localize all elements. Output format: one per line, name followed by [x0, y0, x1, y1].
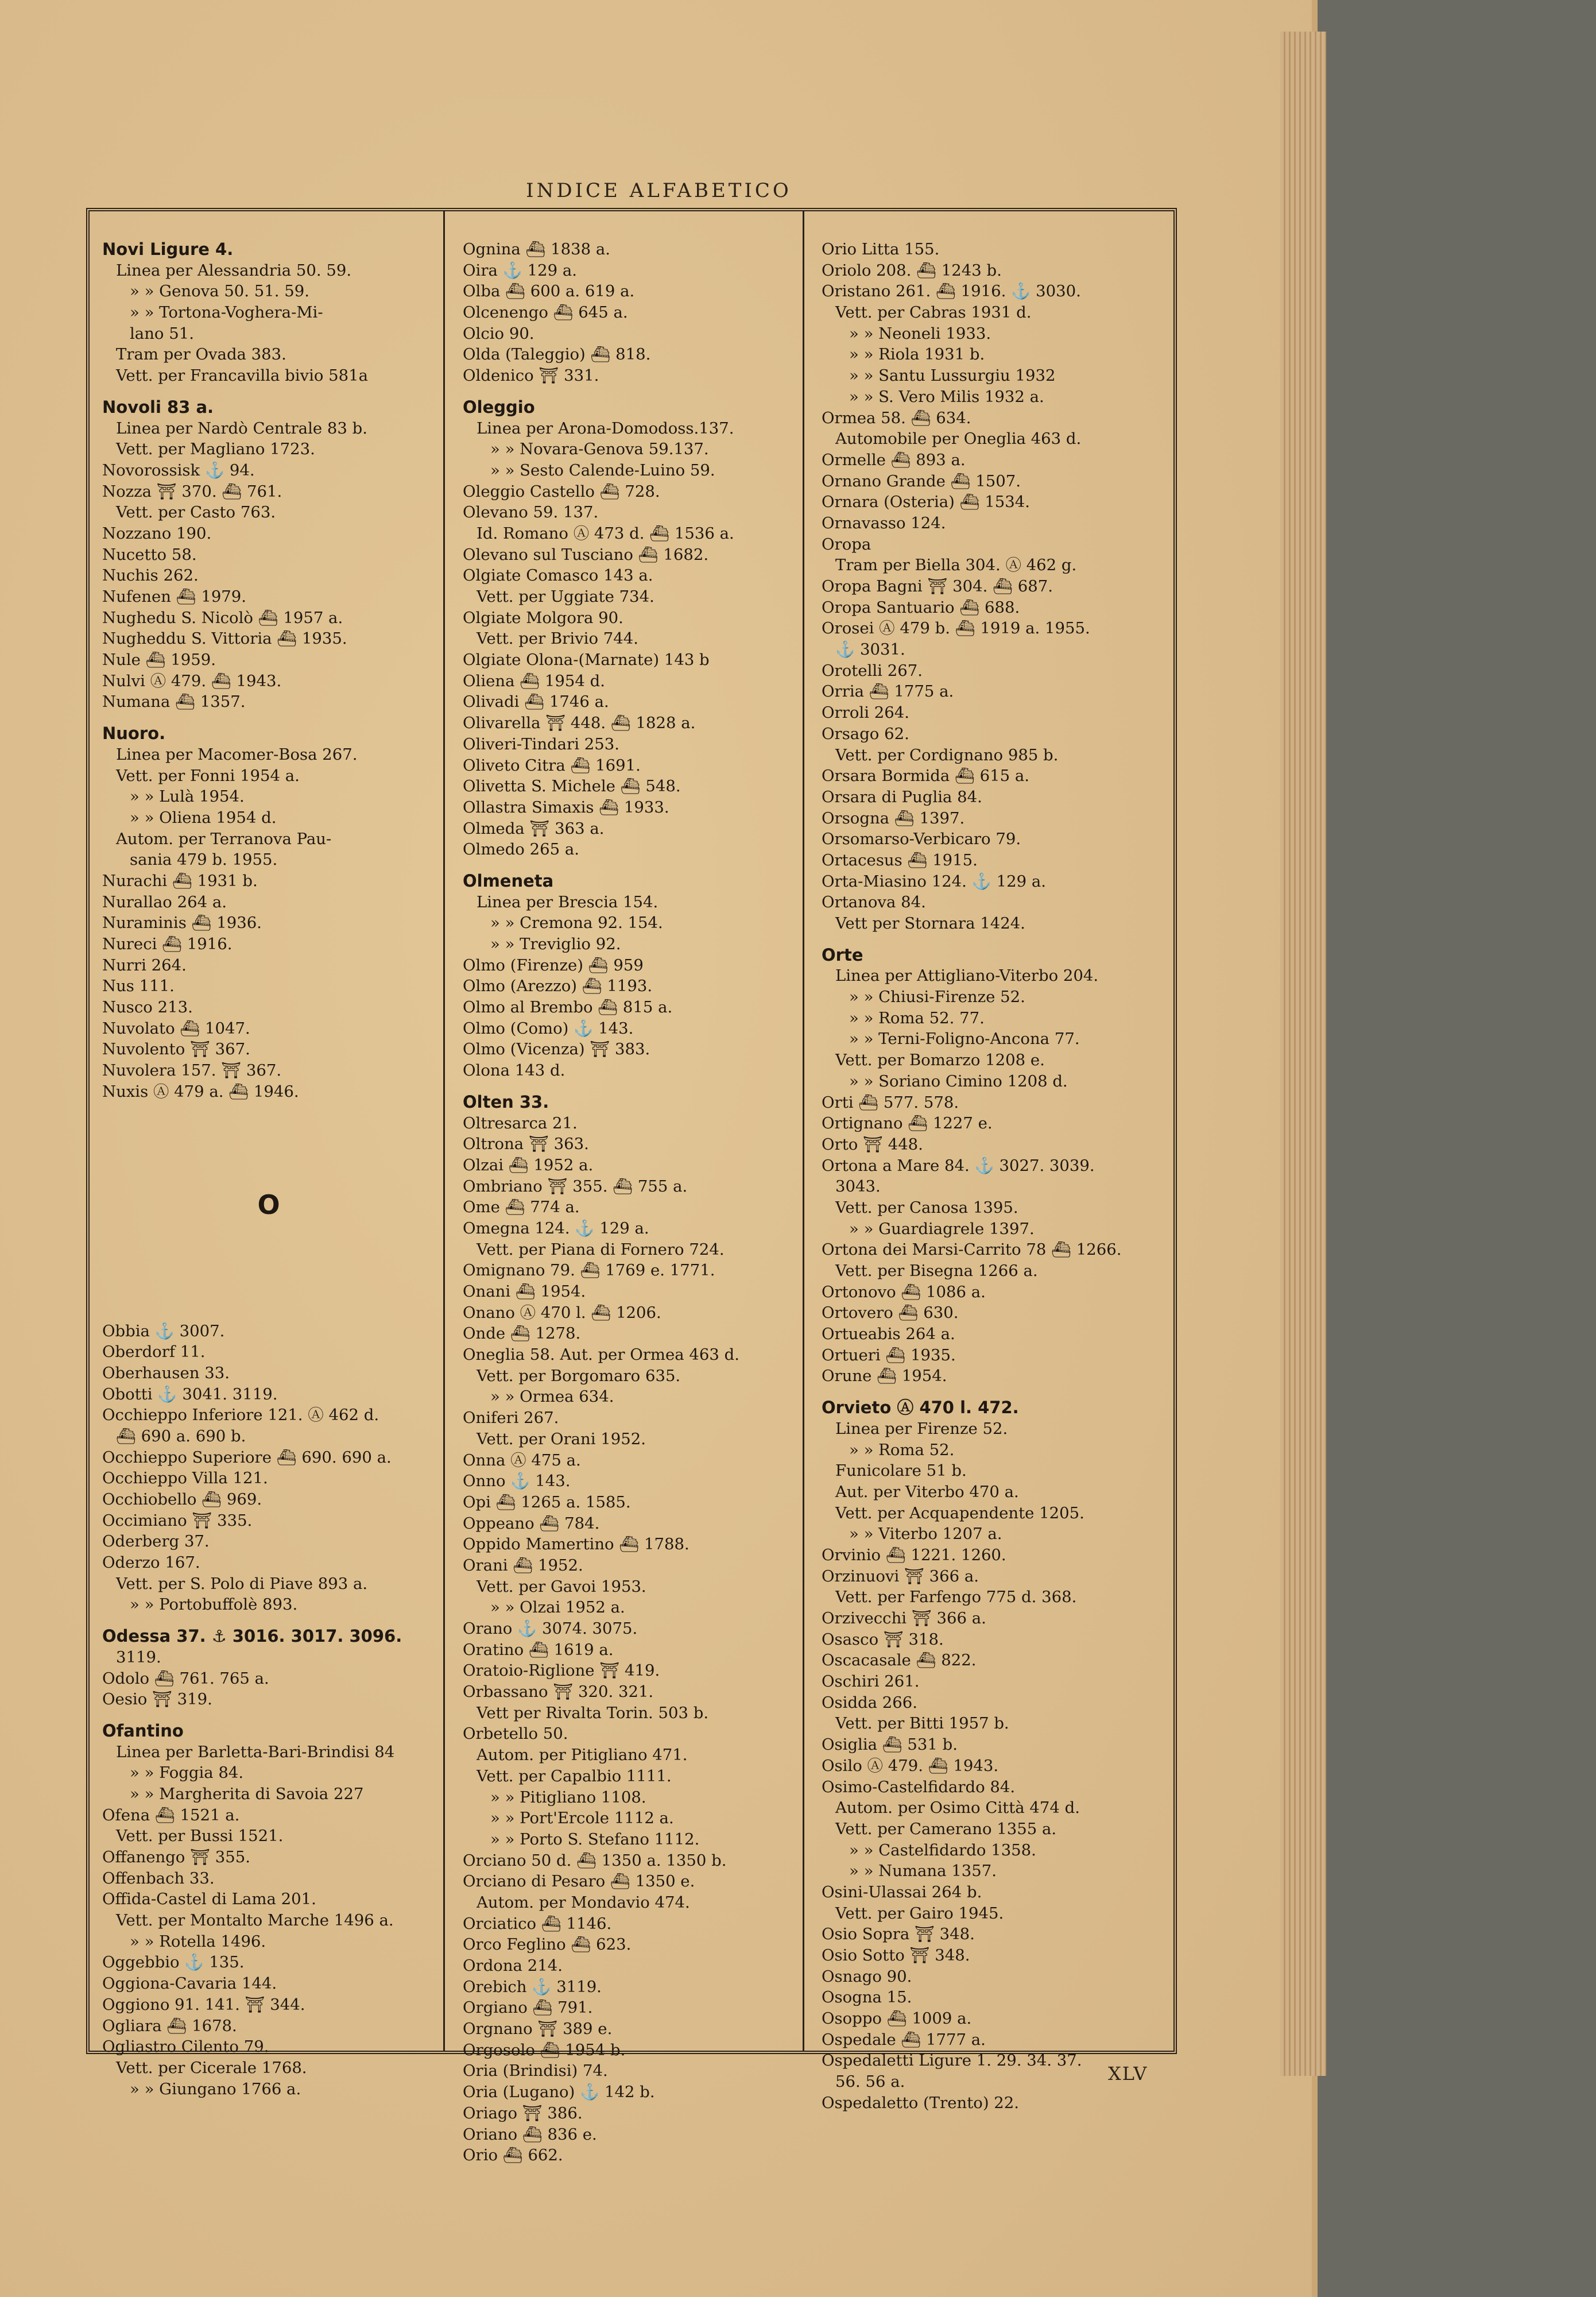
index-entry: Ognina ⛴ 1838 a.	[463, 240, 611, 258]
index-entry: Orria ⛴ 1775 a.	[822, 682, 954, 701]
index-heading: Olten 33.	[463, 1092, 549, 1112]
index-entry: Linea per Attigliano-Viterbo 204.	[835, 966, 1099, 985]
index-entry: Oliena ⛴ 1954 d.	[463, 671, 605, 690]
index-entry: Vett. per Gairo 1945.	[835, 1904, 1004, 1923]
index-entry: Vett. per Casto 763.	[116, 503, 276, 522]
index-entry: Olivarella ⛩ 448. ⛴ 1828 a.	[463, 714, 696, 733]
index-entry	[822, 934, 1166, 945]
index-entry: Oschiri 261.	[822, 1672, 920, 1691]
index-entry: Osilo Ⓐ 479. ⛴ 1943.	[822, 1756, 999, 1775]
index-entry: Nurri 264.	[102, 956, 187, 975]
index-entry: Ome ⛴ 774 a.	[463, 1198, 580, 1217]
index-entry: Orsara Bormida ⛴ 615 a.	[822, 767, 1030, 786]
index-entry: Orroli 264.	[822, 703, 909, 722]
index-entry: Nule ⛴ 1959.	[102, 651, 216, 670]
index-entry: Vett. per Bitti 1957 b.	[835, 1714, 1009, 1733]
index-entry: Orco Feglino ⛴ 623.	[463, 1935, 632, 1954]
index-entry: Offenbach 33.	[102, 1869, 215, 1888]
index-heading: Novoli 83 a.	[102, 397, 214, 417]
index-entry: Vett. per Bisegna 1266 a.	[835, 1262, 1038, 1280]
index-entry: Nuvolento ⛩ 367.	[102, 1040, 250, 1059]
index-entry: » » Riola 1931 b.	[849, 345, 985, 364]
index-entry: Orune ⛴ 1954.	[822, 1367, 947, 1386]
index-entry	[822, 1387, 1166, 1397]
index-entry: Linea per Brescia 154.	[477, 892, 658, 911]
index-entry: Ortonovo ⛴ 1086 a.	[822, 1282, 986, 1301]
index-entry: » » Giungano 1766 a.	[130, 2079, 301, 2098]
index-entry: ⛴ 690 a. 690 b.	[116, 1426, 246, 1445]
index-entry: Ospedaletti Ligure 1. 29. 34. 37.	[822, 2051, 1082, 2070]
index-entry: Id. Romano Ⓐ 473 d. ⛴ 1536 a.	[477, 524, 734, 543]
index-entry: Orosei Ⓐ 479 b. ⛴ 1919 a. 1955.	[822, 619, 1090, 638]
index-entry: Ogliastro Cilento 79.	[102, 2037, 269, 2056]
index-entry: Nuchis 262.	[102, 566, 199, 585]
index-entry: Oropa Santuario ⛴ 688.	[822, 598, 1020, 617]
index-entry: Vett. per Borgomaro 635.	[477, 1366, 681, 1385]
index-entry: Ortanova 84.	[822, 893, 926, 912]
index-entry: Orvinio ⛴ 1221. 1260.	[822, 1545, 1006, 1564]
index-entry: Onano Ⓐ 470 l. ⛴ 1206.	[463, 1303, 661, 1322]
index-entry: Nufenen ⛴ 1979.	[102, 587, 247, 606]
index-entry: Ormea 58. ⛴ 634.	[822, 408, 971, 427]
index-entry: Olzai ⛴ 1952 a.	[463, 1155, 594, 1174]
index-entry: » » Sesto Calende-Luino 59.	[490, 461, 715, 479]
index-heading: Orvieto Ⓐ 470 l. 472.	[822, 1398, 1019, 1418]
index-entry: » » Viterbo 1207 a.	[849, 1525, 1002, 1544]
index-entry: Oria (Brindisi) 74.	[463, 2062, 608, 2081]
index-entry: Orzinuovi ⛩ 366 a.	[822, 1567, 979, 1586]
index-entry: Onna Ⓐ 475 a.	[463, 1451, 581, 1470]
index-entry: Ogliara ⛴ 1678.	[102, 2016, 237, 2035]
index-entry: Osasco ⛩ 318.	[822, 1630, 944, 1649]
index-entry: Orto ⛩ 448.	[822, 1135, 923, 1154]
index-entry: Orti ⛴ 577. 578.	[822, 1093, 959, 1112]
index-entry: Tram per Biella 304. Ⓐ 462 g.	[835, 556, 1077, 575]
index-entry: Novorossisk ⚓ 94.	[102, 461, 255, 479]
index-entry: Oneglia 58. Aut. per Ormea 463 d.	[463, 1345, 739, 1364]
index-entry	[102, 1229, 435, 1321]
index-heading: Nuoro.	[102, 724, 166, 744]
index-entry: Vett. per Cabras 1931 d.	[835, 303, 1032, 322]
index-entry: » » Porto S. Stefano 1112.	[490, 1830, 700, 1849]
index-entry: Osnago 90.	[822, 1967, 912, 1986]
index-entry: Linea per Arona-Domodoss.137.	[477, 419, 734, 438]
index-entry: Offanengo ⛩ 355.	[102, 1848, 250, 1866]
index-entry: Linea per Firenze 52.	[835, 1419, 1008, 1438]
index-entry: Orzivecchi ⛩ 366 a.	[822, 1609, 986, 1627]
index-entry: » » Pitigliano 1108.	[490, 1788, 646, 1807]
index-entry: » » Genova 50. 51. 59.	[130, 282, 310, 301]
index-entry: Nurallao 264 a.	[102, 892, 227, 911]
index-entry: Occhieppo Villa 121.	[102, 1469, 268, 1488]
index-entry: Autom. per Terranova Pau-	[116, 829, 332, 848]
index-entry: Ortona a Mare 84. ⚓ 3027. 3039.	[822, 1156, 1095, 1175]
index-entry: Occhieppo Inferiore 121. Ⓐ 462 d.	[102, 1406, 379, 1425]
index-entry: Olevano 59. 137.	[463, 503, 599, 522]
index-entry: Oltrona ⛩ 363.	[463, 1135, 589, 1154]
index-entry: Orano ⚓ 3074. 3075.	[463, 1619, 638, 1638]
index-entry: Olba ⛴ 600 a. 619 a.	[463, 282, 635, 301]
index-entry	[102, 386, 435, 397]
index-heading: Ofantino	[102, 1720, 184, 1741]
index-entry: Linea per Barletta-Bari-Brindisi 84	[116, 1742, 395, 1761]
index-entry: Numana ⛴ 1357.	[102, 693, 246, 711]
index-entry: Vett. per Piana di Fornero 724.	[477, 1240, 725, 1259]
index-entry: Nuxis Ⓐ 479 a. ⛴ 1946.	[102, 1082, 299, 1101]
index-entry: » » Lulà 1954.	[130, 787, 245, 806]
index-entry: Vett. per Farfengo 775 d. 368.	[835, 1588, 1077, 1607]
index-entry: Ortovero ⛴ 630.	[822, 1304, 959, 1322]
index-entry: Orio ⛴ 662.	[463, 2146, 563, 2165]
index-entry: Oristano 261. ⛴ 1916. ⚓ 3030.	[822, 282, 1081, 301]
index-entry: Nozzano 190.	[102, 524, 212, 543]
index-entry: Ortacesus ⛴ 1915.	[822, 850, 978, 869]
index-heading: Oleggio	[463, 397, 535, 417]
index-entry: Osini-Ulassai 264 b.	[822, 1882, 982, 1901]
index-entry: Vett per Rivalta Torin. 503 b.	[477, 1703, 709, 1722]
index-entry: Osoppo ⛴ 1009 a.	[822, 2009, 972, 2028]
index-entry: Funicolare 51 b.	[835, 1461, 967, 1480]
index-entry: Osio Sotto ⛩ 348.	[822, 1946, 970, 1965]
index-entry: Orgosolo ⛴ 1954 b.	[463, 2040, 626, 2059]
index-entry: Nucetto 58.	[102, 545, 197, 564]
index-entry: Onde ⛴ 1278.	[463, 1324, 581, 1343]
index-heading: Orte	[822, 945, 863, 965]
index-entry: Nuraminis ⛴ 1936.	[102, 914, 262, 933]
index-entry: Olona 143 d.	[463, 1061, 565, 1080]
index-entry: Olgiate Olona-(Marnate) 143 b	[463, 651, 710, 670]
index-entry: Nulvi Ⓐ 479. ⛴ 1943.	[102, 671, 282, 690]
section-letter: O	[257, 1189, 280, 1220]
index-entry: » » Roma 52.	[849, 1440, 955, 1459]
index-entry: Olmo (Vicenza) ⛩ 383.	[463, 1040, 650, 1059]
index-entry: Oggiono 91. 141. ⛩ 344.	[102, 1995, 305, 2014]
index-entry: Olmo (Como) ⚓ 143.	[463, 1019, 634, 1038]
index-entry: Olgiate Comasco 143 a.	[463, 566, 653, 585]
index-entry: Autom. per Mondavio 474.	[477, 1893, 690, 1912]
index-entry: » » Olzai 1952 a.	[490, 1598, 625, 1617]
index-entry: Vett. per Acquapendente 1205.	[835, 1503, 1084, 1522]
index-entry: Autom. per Osimo Città 474 d.	[835, 1799, 1080, 1818]
index-entry: Oesio ⛩ 319.	[102, 1690, 212, 1709]
index-entry: » » Neoneli 1933.	[849, 324, 991, 343]
index-entry: Ortueri ⛴ 1935.	[822, 1345, 956, 1364]
index-entry: Vett. per Bussi 1521.	[116, 1827, 284, 1846]
index-entry: Vett. per Bomarzo 1208 e.	[835, 1051, 1045, 1070]
index-entry: Oriago ⛩ 386.	[463, 2103, 583, 2122]
index-entry	[102, 713, 435, 723]
index-heading: Novi Ligure 4.	[102, 239, 234, 259]
index-entry: Aut. per Viterbo 470 a.	[835, 1482, 1019, 1501]
index-entry: Ortignano ⛴ 1227 e.	[822, 1114, 993, 1133]
index-entry: Orsogna ⛴ 1397.	[822, 809, 965, 827]
index-entry: Automobile per Oneglia 463 d.	[835, 430, 1082, 448]
index-entry: Orciano 50 d. ⛴ 1350 a. 1350 b.	[463, 1851, 727, 1870]
index-entry: Osimo-Castelfidardo 84.	[822, 1777, 1016, 1796]
index-entry: » » Santu Lussurgiu 1932	[849, 366, 1056, 385]
index-entry: Oppido Mamertino ⛴ 1788.	[463, 1535, 689, 1554]
index-entry: Oratino ⛴ 1619 a.	[463, 1640, 614, 1659]
index-entry: Orgnano ⛩ 389 e.	[463, 2020, 613, 2039]
index-entry: Orgiano ⛴ 791.	[463, 1998, 593, 2017]
index-entry: Ortueabis 264 a.	[822, 1325, 955, 1344]
index-entry: Vett. per Capalbio 1111.	[477, 1766, 672, 1785]
column-rule	[803, 211, 804, 2051]
index-entry: Occhiobello ⛴ 969.	[102, 1490, 262, 1509]
index-entry: Ortona dei Marsi-Carrito 78 ⛴ 1266.	[822, 1240, 1122, 1259]
index-entry: Nuvolera 157. ⛩ 367.	[102, 1061, 282, 1080]
index-entry: Linea per Nardò Centrale 83 b.	[116, 419, 367, 438]
index-entry: Oliveto Citra ⛴ 1691.	[463, 756, 641, 775]
index-entry	[463, 860, 796, 871]
index-entry: Oggebbio ⚓ 135.	[102, 1953, 245, 1972]
index-entry: Olmeda ⛩ 363 a.	[463, 819, 605, 838]
index-entry: Osiglia ⛴ 531 b.	[822, 1735, 958, 1754]
index-entry: » » Chiusi-Firenze 52.	[849, 988, 1025, 1007]
index-entry: Vett. per Orani 1952.	[477, 1429, 646, 1448]
index-entry: Odolo ⛴ 761. 765 a.	[102, 1669, 269, 1688]
index-entry: Oriolo 208. ⛴ 1243 b.	[822, 261, 1002, 280]
index-entry: Orebich ⚓ 3119.	[463, 1977, 602, 1996]
index-entry: Oppeano ⛴ 784.	[463, 1514, 600, 1533]
index-entry: Oldenico ⛩ 331.	[463, 366, 599, 385]
index-entry: Ollastra Simaxis ⛴ 1933.	[463, 798, 669, 817]
index-entry: Vett. per Montalto Marche 1496 a.	[116, 1911, 394, 1930]
page-edges	[1280, 32, 1326, 2076]
index-entry: Olcio 90.	[463, 324, 534, 343]
index-entry: Autom. per Pitigliano 471.	[477, 1746, 688, 1765]
page-title: INDICE ALFABETICO	[526, 179, 792, 202]
index-entry: » » Treviglio 92.	[490, 935, 621, 953]
index-heading: Odessa 37. ⚓ 3016. 3017. 3096.	[102, 1626, 402, 1646]
index-entry: Ornavasso 124.	[822, 513, 946, 532]
index-entry: 56. 56 a.	[835, 2072, 905, 2091]
index-entry: » » Castelfidardo 1358.	[849, 1840, 1036, 1859]
index-entry: Ordona 214.	[463, 1956, 563, 1975]
index-entry: Oratoio-Riglione ⛩ 419.	[463, 1661, 660, 1680]
index-entry: » » Soriano Cimino 1208 d.	[849, 1072, 1068, 1091]
index-entry: Onani ⛴ 1954.	[463, 1282, 586, 1301]
index-entry: Orsomarso-Verbicaro 79.	[822, 830, 1021, 849]
index-entry: Opi ⛴ 1265 a. 1585.	[463, 1492, 631, 1511]
index-entry: Oliveri-Tindari 253.	[463, 734, 619, 753]
index-entry: lano 51.	[130, 324, 194, 343]
index-entry: Onno ⚓ 143.	[463, 1472, 571, 1491]
page-number: XLV	[1108, 2063, 1148, 2085]
index-entry: Vett. per S. Polo di Piave 893 a.	[116, 1574, 368, 1593]
index-entry: ⚓ 3031.	[835, 640, 905, 659]
index-entry: Vett. per Francavilla bivio 581a	[116, 366, 369, 385]
index-entry: » » Ormea 634.	[490, 1387, 614, 1406]
index-entry: » » Foggia 84.	[130, 1764, 244, 1782]
index-entry: Vett. per Brivio 744.	[477, 629, 638, 648]
index-entry: Ornano Grande ⛴ 1507.	[822, 471, 1021, 490]
index-entry: Nureci ⛴ 1916.	[102, 935, 233, 953]
index-entry: Orta-Miasino 124. ⚓ 129 a.	[822, 872, 1047, 891]
index-entry: Occimiano ⛩ 335.	[102, 1511, 253, 1530]
index-entry: Oniferi 267.	[463, 1409, 559, 1428]
index-entry: Osidda 266.	[822, 1693, 918, 1712]
index-entry: Vett. per Magliano 1723.	[116, 440, 315, 459]
index-column-1	[102, 239, 435, 2099]
index-entry: Ospedale ⛴ 1777 a.	[822, 2030, 986, 2049]
index-entry: Olda (Taleggio) ⛴ 818.	[463, 345, 651, 364]
index-entry: Olivadi ⛴ 1746 a.	[463, 693, 609, 711]
index-entry: Vett. per Gavoi 1953.	[477, 1577, 646, 1596]
index-entry: » » Oliena 1954 d.	[130, 808, 277, 827]
index-entry: Oria (Lugano) ⚓ 142 b.	[463, 2083, 655, 2102]
index-entry: Omignano 79. ⛴ 1769 e. 1771.	[463, 1261, 715, 1280]
index-entry: Olmo al Brembo ⛴ 815 a.	[463, 998, 673, 1017]
index-entry: Oderzo 167.	[102, 1553, 200, 1572]
index-entry: » » S. Vero Milis 1932 a.	[849, 387, 1044, 406]
index-entry: Ornara (Osteria) ⛴ 1534.	[822, 493, 1030, 512]
index-entry: » » Port'Ercole 1112 a.	[490, 1809, 674, 1828]
index-entry: Orbassano ⛩ 320. 321.	[463, 1683, 654, 1702]
index-entry: » » Roma 52. 77.	[849, 1008, 985, 1027]
index-entry: Orciatico ⛴ 1146.	[463, 1914, 612, 1933]
index-entry: Vett. per Canosa 1395.	[835, 1198, 1018, 1217]
index-entry: Nus 111.	[102, 977, 175, 996]
index-entry: Nugheddu S. Vittoria ⛴ 1935.	[102, 629, 347, 648]
index-entry	[102, 1103, 435, 1194]
index-entry: Nurachi ⛴ 1931 b.	[102, 871, 258, 890]
index-entry: sania 479 b. 1955.	[130, 850, 278, 869]
index-entry: Orciano di Pesaro ⛴ 1350 e.	[463, 1872, 695, 1891]
index-entry: » » Portobuffolè 893.	[130, 1595, 298, 1614]
index-entry: Orsago 62.	[822, 724, 909, 743]
index-entry	[463, 1081, 796, 1092]
index-entry: Vett. per Fonni 1954 a.	[116, 766, 300, 785]
index-entry: Olgiate Molgora 90.	[463, 608, 623, 627]
index-entry: » » Tortona-Voghera-Mi-	[130, 303, 323, 322]
index-entry: Olcenengo ⛴ 645 a.	[463, 303, 628, 322]
index-entry: Tram per Ovada 383.	[116, 345, 286, 364]
index-entry: Vett. per Uggiate 734.	[477, 587, 654, 606]
index-entry: Oleggio Castello ⛴ 728.	[463, 482, 660, 501]
index-entry: » » Novara-Genova 59.137.	[490, 440, 709, 459]
index-entry: Olivetta S. Michele ⛴ 548.	[463, 777, 681, 796]
index-entry: Obbia ⚓ 3007.	[102, 1321, 225, 1340]
index-entry: Oropa	[822, 535, 871, 554]
index-entry: Nusco 213.	[102, 998, 193, 1017]
index-entry: Osogna 15.	[822, 1988, 912, 2007]
index-entry: Oscacasale ⛴ 822.	[822, 1651, 977, 1670]
index-entry: Osio Sopra ⛩ 348.	[822, 1925, 975, 1944]
index-entry: Offida-Castel di Lama 201.	[102, 1890, 316, 1909]
index-entry: Ormelle ⛴ 893 a.	[822, 450, 966, 469]
index-entry: Obotti ⚓ 3041. 3119.	[102, 1385, 278, 1403]
index-entry: Ofena ⛴ 1521 a.	[102, 1805, 240, 1824]
index-entry: Ospedaletto (Trento) 22.	[822, 2093, 1020, 2112]
index-entry	[463, 386, 796, 397]
index-entry: Oberdorf 11.	[102, 1343, 206, 1362]
index-entry: » » Guardiagrele 1397.	[849, 1219, 1035, 1238]
index-entry: » » Rotella 1496.	[130, 1932, 266, 1951]
index-entry: Oropa Bagni ⛩ 304. ⛴ 687.	[822, 577, 1053, 595]
index-entry: Vett. per Cicerale 1768.	[116, 2058, 307, 2077]
index-heading: Olmeneta	[463, 871, 554, 891]
index-entry: Orio Litta 155.	[822, 240, 940, 258]
index-entry: Olmo (Arezzo) ⛴ 1193.	[463, 977, 653, 996]
index-entry: Linea per Macomer-Bosa 267.	[116, 745, 358, 764]
index-entry: Oriano ⛴ 836 e.	[463, 2125, 597, 2144]
index-column-2	[463, 239, 796, 2166]
index-entry: Oggiona-Cavaria 144.	[102, 1974, 277, 1993]
index-entry: Orani ⛴ 1952.	[463, 1556, 583, 1575]
index-entry: Orsara di Puglia 84.	[822, 787, 982, 806]
index-entry: Orbetello 50.	[463, 1724, 568, 1743]
index-entry: Oderberg 37.	[102, 1532, 210, 1551]
index-entry: Vett. per Camerano 1355 a.	[835, 1819, 1057, 1838]
index-entry	[102, 1710, 435, 1720]
index-entry: Olmedo 265 a.	[463, 840, 579, 859]
index-column-3	[822, 239, 1166, 2114]
index-entry: Orotelli 267.	[822, 661, 923, 680]
index-entry	[102, 1615, 435, 1626]
index-entry: » » Numana 1357.	[849, 1862, 997, 1881]
index-entry: Occhieppo Superiore ⛴ 690. 690 a.	[102, 1448, 392, 1467]
index-entry: » » Cremona 92. 154.	[490, 914, 663, 933]
index-entry: 3119.	[116, 1648, 161, 1666]
index-entry: » » Terni-Foligno-Ancona 77.	[849, 1030, 1080, 1049]
column-rule	[443, 211, 445, 2051]
index-entry: Vett per Stornara 1424.	[835, 914, 1025, 933]
index-entry: Linea per Alessandria 50. 59.	[116, 261, 352, 280]
index-entry: Oltresarca 21.	[463, 1113, 578, 1132]
index-entry: Vett. per Cordignano 985 b.	[835, 745, 1059, 764]
index-entry: Omegna 124. ⚓ 129 a.	[463, 1219, 649, 1238]
index-entry: Olevano sul Tusciano ⛴ 1682.	[463, 545, 709, 564]
index-entry: Nughedu S. Nicolò ⛴ 1957 a.	[102, 608, 343, 627]
index-entry: 3043.	[835, 1177, 881, 1196]
index-entry: Oira ⚓ 129 a.	[463, 261, 577, 280]
index-entry: Nuvolato ⛴ 1047.	[102, 1019, 250, 1038]
index-entry: Nozza ⛩ 370. ⛴ 761.	[102, 482, 282, 501]
index-entry: Oberhausen 33.	[102, 1363, 230, 1382]
index-entry: » » Margherita di Savoia 227	[130, 1784, 364, 1803]
index-entry: Ombriano ⛩ 355. ⛴ 755 a.	[463, 1177, 688, 1196]
index-entry: Olmo (Firenze) ⛴ 959	[463, 956, 644, 975]
